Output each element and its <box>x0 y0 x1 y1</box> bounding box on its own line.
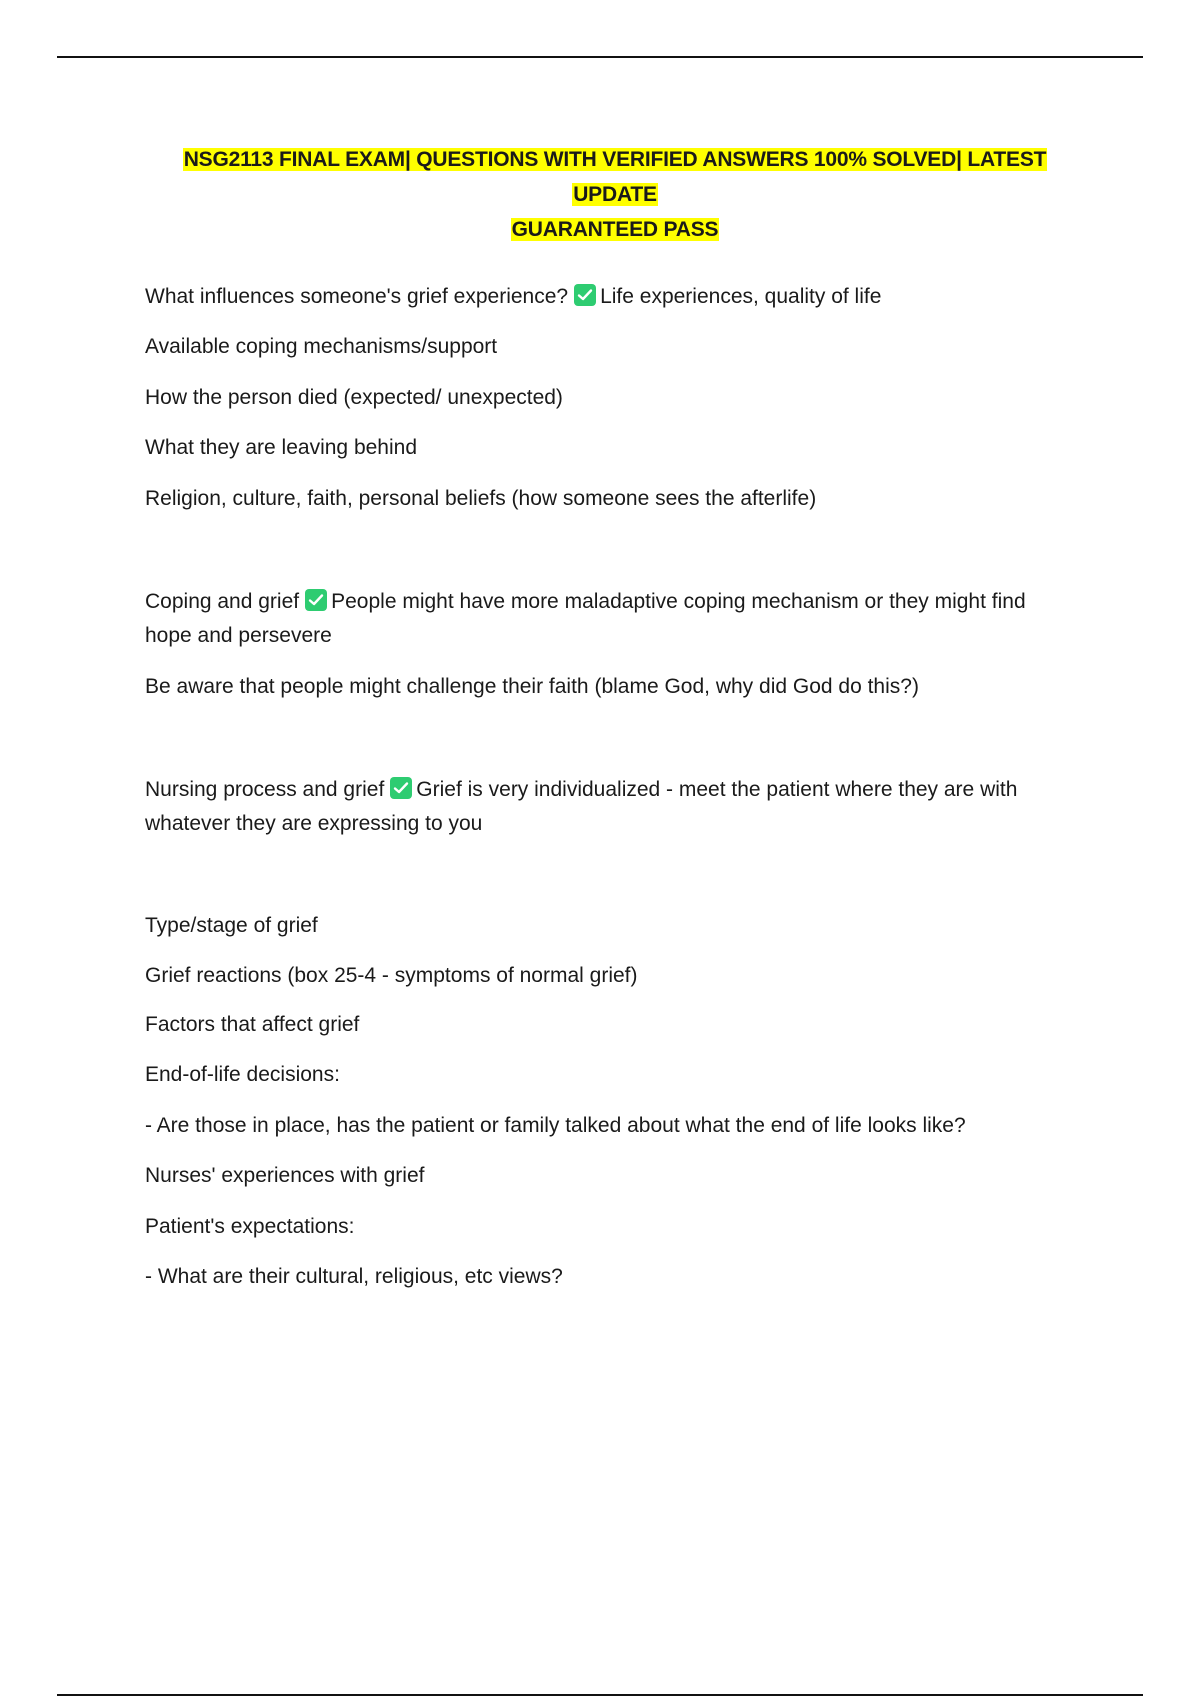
qa-question-2 <box>145 585 1095 619</box>
title-line-1: NSG2113 FINAL EXAM| QUESTIONS WITH VERIFIED ANSWERS 100% SOLVED| LATEST UPDATE <box>183 148 1047 206</box>
qa-question-3 <box>145 773 1095 807</box>
question-text: What influences someone's grief experience? <box>145 285 569 308</box>
answer-line: End-of-life decisions: <box>145 1063 340 1086</box>
answer-line: How the person died (expected/ unexpected) <box>145 386 563 409</box>
question-text: Coping and grief <box>145 590 300 613</box>
top-divider <box>57 56 1143 58</box>
answer-line: Patient's expectations: <box>145 1215 355 1238</box>
qa-question-1 <box>145 280 1095 314</box>
answer-line: Religion, culture, faith, personal beliefs (how someone sees the afterlife) <box>145 487 817 510</box>
answer-line: Factors that affect grief <box>145 1013 360 1036</box>
answer-line: Grief reactions (box 25-4 - symptoms of normal grief) <box>145 964 638 987</box>
check-mark-icon <box>390 777 412 799</box>
title-line-2: GUARANTEED PASS <box>511 218 719 241</box>
check-mark-icon <box>574 284 596 306</box>
check-mark-icon <box>305 589 327 611</box>
answer-line: What they are leaving behind <box>145 436 418 459</box>
answer-text: Life experiences, quality of life <box>600 285 882 308</box>
answer-continuation: whatever they are expressing to you <box>145 812 483 835</box>
answer-text: People might have more maladaptive coping mechanism or they might find <box>331 590 1026 613</box>
bottom-divider <box>57 1694 1143 1696</box>
answer-line: Be aware that people might challenge their faith (blame God, why did God do this?) <box>145 675 919 698</box>
document-title <box>140 142 1090 247</box>
answer-text: Grief is very individualized - meet the patient where they are with <box>416 778 1018 801</box>
answer-continuation: hope and persevere <box>145 624 332 647</box>
answer-line: - Are those in place, has the patient or family talked about what the end of life looks like? <box>145 1114 966 1137</box>
answer-line: - What are their cultural, religious, etc views? <box>145 1265 563 1288</box>
question-text: Nursing process and grief <box>145 778 385 801</box>
answer-line: Type/stage of grief <box>145 914 318 937</box>
answer-line: Nurses' experiences with grief <box>145 1164 425 1187</box>
answer-line: Available coping mechanisms/support <box>145 335 498 358</box>
